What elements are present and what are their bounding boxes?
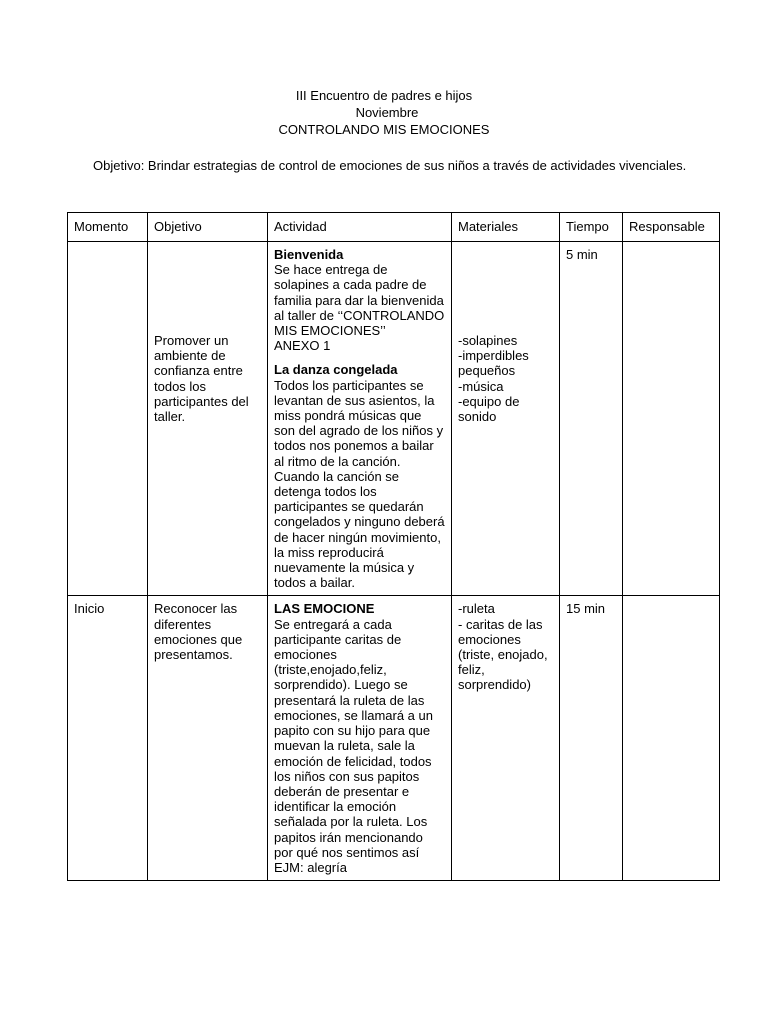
col-header-materiales: Materiales xyxy=(452,213,560,242)
cell-actividad xyxy=(268,596,452,881)
activity-description: Todos los participantes se levantan de sus asientos, la miss pondrá músicas que son del agrado de los niños y todos nos ponemos a bailar al ritmo de la canción. Cuando la canción se detenga todos los participantes se quedarán congelados y ninguno deberá de hacer ningún movimiento, la miss reproducirá nuevamente la música y todos a bailar. xyxy=(274,377,445,591)
activity-table xyxy=(67,212,720,881)
cell-responsable xyxy=(623,596,720,881)
table-row xyxy=(68,242,720,596)
col-header-objetivo: Objetivo xyxy=(148,213,268,242)
col-header-responsable: Responsable xyxy=(623,213,720,242)
material-item: - caritas de las emociones (triste, enojado, feliz, sorprendido) xyxy=(458,616,548,693)
activity-annex: ANEXO 1 xyxy=(274,338,331,354)
event-month: Noviembre xyxy=(355,105,419,120)
material-item: -imperdibles pequeños xyxy=(458,348,529,379)
cell-responsable xyxy=(623,242,720,596)
cell-objetivo: Promover un ambiente de confianza entre todos los participantes del taller. xyxy=(148,242,268,596)
cell-momento xyxy=(68,242,148,596)
activity-title: La danza congelada xyxy=(274,362,398,378)
cell-materiales xyxy=(452,596,560,881)
activity-description: Se entregará a cada participante caritas de emociones (triste,enojado,feliz, sorprendido). Luego se presentará la ruleta de las emociones, se llamará a un papito con su hijo para que muevan la ruleta, sale la emoción de felicidad, todos los niños con sus papitos deberán de presentar e identificar la emoción señalada por la ruleta. Los papitos irán mencionando por qué nos sentimos así EJM: alegría xyxy=(274,616,433,875)
material-item: -solapines xyxy=(458,333,518,348)
material-item: -equipo de sonido xyxy=(458,393,520,425)
cell-materiales xyxy=(452,242,560,596)
document-header xyxy=(0,87,768,138)
cell-momento: Inicio xyxy=(68,596,148,881)
event-title: III Encuentro de padres e hijos xyxy=(295,88,473,103)
spacer xyxy=(274,353,445,362)
col-header-tiempo: Tiempo xyxy=(560,213,623,242)
cell-actividad xyxy=(268,242,452,596)
material-item: -música xyxy=(458,378,504,394)
col-header-momento: Momento xyxy=(68,213,148,242)
workshop-title: CONTROLANDO MIS EMOCIONES xyxy=(278,122,490,137)
cell-tiempo: 5 min xyxy=(560,242,623,596)
col-header-actividad: Actividad xyxy=(268,213,452,242)
material-item: -ruleta xyxy=(458,601,495,617)
objective-text: Objetivo: Brindar estrategias de control de emociones de sus niños a través de actividades vivenciales. xyxy=(93,158,687,173)
cell-objetivo: Reconocer las diferentes emociones que presentamos. xyxy=(148,596,268,881)
table-header-row xyxy=(68,213,720,242)
activity-title: LAS EMOCIONE xyxy=(274,601,375,617)
cell-tiempo: 15 min xyxy=(560,596,623,881)
table-row xyxy=(68,596,720,881)
activity-description: Se hace entrega de solapines a cada padre de familia para dar la bienvenida al taller de ‘‘CONTROLANDO MIS EMOCIONES’’ xyxy=(274,262,445,339)
activity-title: Bienvenida xyxy=(274,247,344,262)
